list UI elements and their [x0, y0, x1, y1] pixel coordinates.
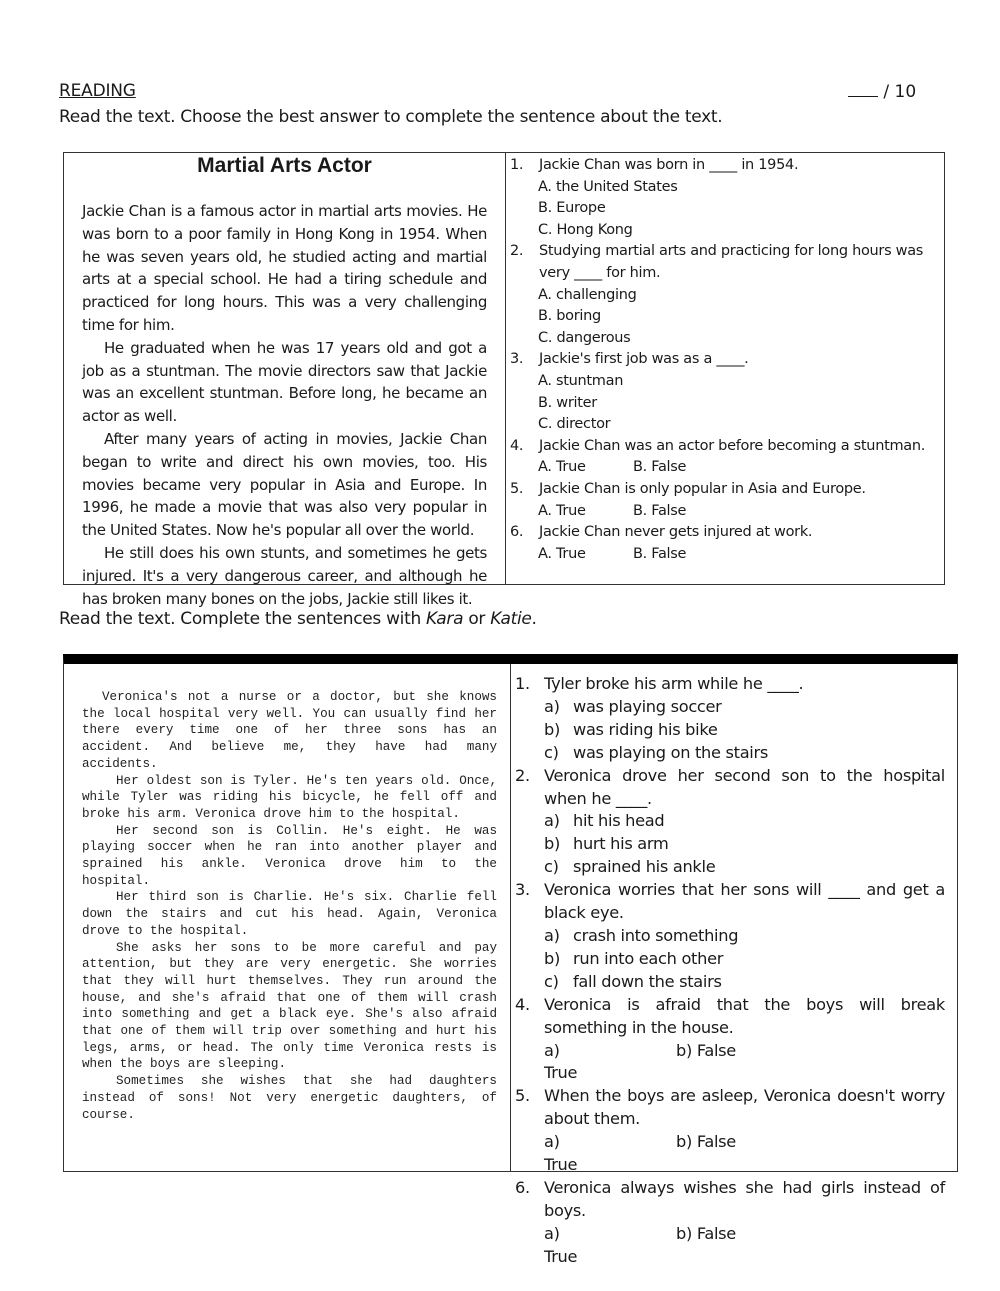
question-text: When the boys are asleep, Veronica doesn't worry about them. — [544, 1086, 945, 1129]
question-number: 2. — [515, 765, 530, 785]
option-text: fall down the stairs — [573, 971, 722, 991]
answer-option[interactable] — [515, 925, 945, 948]
answer-option[interactable]: B. boring — [538, 308, 601, 325]
option-letter: b) — [544, 834, 560, 854]
question-number: 2. — [510, 243, 524, 260]
question-number: 3. — [515, 880, 530, 900]
question-1 — [509, 155, 944, 177]
answer-option[interactable]: A. True — [538, 502, 586, 519]
answer-option[interactable]: A. True — [538, 545, 586, 562]
true-false-options — [515, 1131, 945, 1177]
score-field — [848, 81, 916, 102]
option-letter: c) — [544, 857, 559, 877]
column-divider — [505, 153, 506, 584]
story-2-paragraph: Her third son is Charlie. He's six. Charlie fell down the stairs and cut his head. Again, Veronica drove to the hospital. — [82, 890, 497, 938]
name-kara: Kara — [426, 609, 464, 629]
true-false-options — [509, 544, 944, 566]
answer-option[interactable] — [515, 742, 945, 765]
story-2-paragraph: Veronica's not a nurse or a doctor, but she knows the local hospital very well. You can usually find her there every time one of her three sons has an accident. And believe me, they have had many accidents. — [82, 690, 497, 771]
story-2-paragraph: Her second son is Collin. He's eight. He was playing soccer when he ran into another player and sprained his ankle. Veronica drove him to the hospital. — [82, 823, 497, 888]
instruction-2 — [59, 609, 537, 629]
question-number: 5. — [510, 480, 524, 497]
true-false-options — [515, 1040, 945, 1086]
story-1 — [82, 153, 487, 610]
option-letter: a) — [544, 925, 560, 945]
answer-option[interactable]: B. False — [633, 459, 687, 476]
question-text: Veronica drove her second son to the hospital when he ____. — [544, 765, 945, 808]
answer-option[interactable]: B. False — [633, 545, 687, 562]
question-4 — [515, 994, 945, 1040]
option-letter: a) — [544, 696, 560, 716]
option-text: was playing on the stairs — [573, 742, 768, 762]
option-text: hurt his arm — [573, 834, 669, 854]
answer-option[interactable]: C. director — [538, 416, 611, 433]
answer-option[interactable] — [544, 1131, 676, 1177]
story-2-text — [82, 689, 497, 1123]
option-text: run into each other — [573, 948, 724, 968]
question-number: 4. — [515, 994, 530, 1014]
question-text: Jackie's first job was as a ____. — [539, 351, 749, 368]
question-1 — [515, 673, 945, 696]
answer-option[interactable] — [515, 719, 945, 742]
answer-option[interactable] — [544, 1223, 676, 1269]
question-text: Veronica worries that her sons will ____ and get a black eye. — [544, 880, 945, 923]
option-text: sprained his ankle — [573, 857, 716, 877]
story-2-paragraph: She asks her sons to be more careful and pay attention, but they are very energetic. She worries that they will hurt themselves. They run around the house, and she's afraid that one of them will crash into something and get a black eye. She's also afraid that one of them will trip over something and hurt his legs, arms, or head. The only time Veronica rests is when the boys are sleeping. — [82, 940, 497, 1072]
questions-2 — [515, 673, 945, 1269]
score-total: / 10 — [883, 82, 917, 102]
true-false-options — [509, 457, 944, 479]
question-text: Tyler broke his arm while he ____. — [544, 674, 804, 693]
option-text: crash into something — [573, 925, 739, 945]
instruction-text: . — [531, 609, 537, 629]
answer-option[interactable] — [515, 948, 945, 971]
answer-option[interactable]: A. stuntman — [538, 372, 624, 389]
option-text: was riding his bike — [573, 719, 718, 739]
question-number: 1. — [510, 157, 524, 173]
reading-section-2 — [63, 654, 958, 1266]
question-6 — [509, 522, 944, 544]
questions-1 — [509, 155, 944, 565]
page-title: READING — [59, 81, 136, 101]
answer-option[interactable]: b) False — [676, 1040, 736, 1060]
option-text: True — [544, 1155, 578, 1175]
option-letter: a) — [544, 1040, 560, 1060]
question-3 — [515, 879, 945, 925]
name-katie: Katie — [490, 609, 532, 629]
story-1-paragraph: He still does his own stunts, and sometimes he gets injured. It's a very dangerous career, and although he has broken many bones on the jobs, Jackie still likes it. — [82, 543, 487, 608]
question-text: Jackie Chan was born in ____ in 1954. — [539, 157, 799, 173]
story-2-paragraph: Her oldest son is Tyler. He's ten years old. Once, while Tyler was riding his bicycle, he fell off and broke his arm. Veronica drove him to the hospital. — [82, 773, 497, 821]
option-letter: a) — [544, 811, 560, 831]
answer-option[interactable]: B. False — [633, 502, 687, 519]
instruction-1: Read the text. Choose the best answer to complete the sentence about the text. — [59, 107, 723, 127]
instruction-text: or — [463, 609, 491, 629]
question-text: Studying martial arts and practicing for long hours was very ____ for him. — [539, 243, 924, 281]
question-number: 3. — [510, 351, 524, 368]
score-blank — [848, 81, 878, 97]
question-number: 4. — [510, 437, 524, 454]
answer-option[interactable]: B. Europe — [538, 200, 606, 217]
question-4 — [509, 436, 944, 458]
question-text: Veronica is afraid that the boys will break something in the house. — [544, 994, 945, 1037]
option-letter: a) — [544, 1223, 560, 1243]
question-6 — [515, 1177, 945, 1223]
answer-option[interactable]: C. Hong Kong — [538, 221, 633, 238]
question-2 — [509, 241, 944, 284]
option-text: True — [544, 1063, 578, 1083]
question-number: 6. — [515, 1177, 530, 1197]
answer-option[interactable] — [515, 833, 945, 856]
question-number: 5. — [515, 1086, 530, 1106]
option-letter: b) — [544, 719, 560, 739]
question-text: Jackie Chan is only popular in Asia and Europe. — [539, 480, 866, 497]
question-2 — [515, 765, 945, 811]
story-1-paragraph: After many years of acting in movies, Jackie Chan began to write and direct his own movies, too. His movies became very popular in Asia and Europe. In 1996, he made a movie that was also very popular in the United States. Now he's popular all over the world. — [82, 429, 487, 540]
answer-option[interactable]: C. dangerous — [538, 329, 631, 346]
question-number: 6. — [510, 524, 524, 541]
answer-option[interactable] — [515, 856, 945, 879]
answer-option[interactable]: A. challenging — [538, 286, 637, 303]
option-text: hit his head — [573, 811, 665, 831]
option-letter: a) — [544, 1132, 560, 1152]
answer-option[interactable]: B. writer — [538, 394, 597, 411]
story-1-title: Martial Arts Actor — [197, 154, 372, 177]
question-text: Veronica always wishes she had girls instead of boys. — [544, 1177, 945, 1220]
option-letter: c) — [544, 971, 559, 991]
question-text: Jackie Chan was an actor before becoming a stuntman. — [539, 437, 926, 454]
answer-option[interactable]: A. True — [538, 459, 586, 476]
question-text: Jackie Chan never gets injured at work. — [539, 524, 813, 541]
question-5 — [515, 1085, 945, 1131]
answer-option[interactable]: b) False — [676, 1132, 736, 1152]
true-false-options — [509, 501, 944, 523]
story-1-text — [82, 200, 487, 610]
true-false-options — [515, 1223, 945, 1269]
question-number: 1. — [515, 674, 530, 693]
answer-option[interactable] — [515, 810, 945, 833]
instruction-text: Read the text. Complete the sentences with — [59, 609, 427, 629]
answer-option[interactable] — [544, 1040, 676, 1086]
answer-option[interactable] — [515, 696, 945, 719]
answer-option[interactable]: A. the United States — [538, 178, 678, 195]
story-1-paragraph: He graduated when he was 17 years old and got a job as a stuntman. The movie directors saw that Jackie was an excellent stuntman. Before long, he became an actor as well. — [82, 338, 487, 426]
answer-option[interactable] — [515, 971, 945, 994]
question-3 — [509, 349, 944, 371]
option-letter: b) — [544, 948, 560, 968]
answer-option[interactable]: b) False — [676, 1223, 736, 1243]
column-divider — [510, 664, 511, 1171]
option-letter: c) — [544, 742, 559, 762]
reading-section-1 — [63, 152, 945, 608]
option-text: was playing soccer — [573, 696, 722, 716]
story-2-paragraph: Sometimes she wishes that she had daughters instead of sons! Not very energetic daughters, of course. — [82, 1074, 497, 1122]
story-1-paragraph: Jackie Chan is a famous actor in martial arts movies. He was born to a poor family in Hong Kong in 1954. When he was seven years old, he studied acting and martial arts at a special school. He had a tiring schedule and practiced for long hours. This was a very challenging time for him. — [82, 202, 487, 334]
question-5 — [509, 479, 944, 501]
option-text: True — [544, 1246, 578, 1266]
